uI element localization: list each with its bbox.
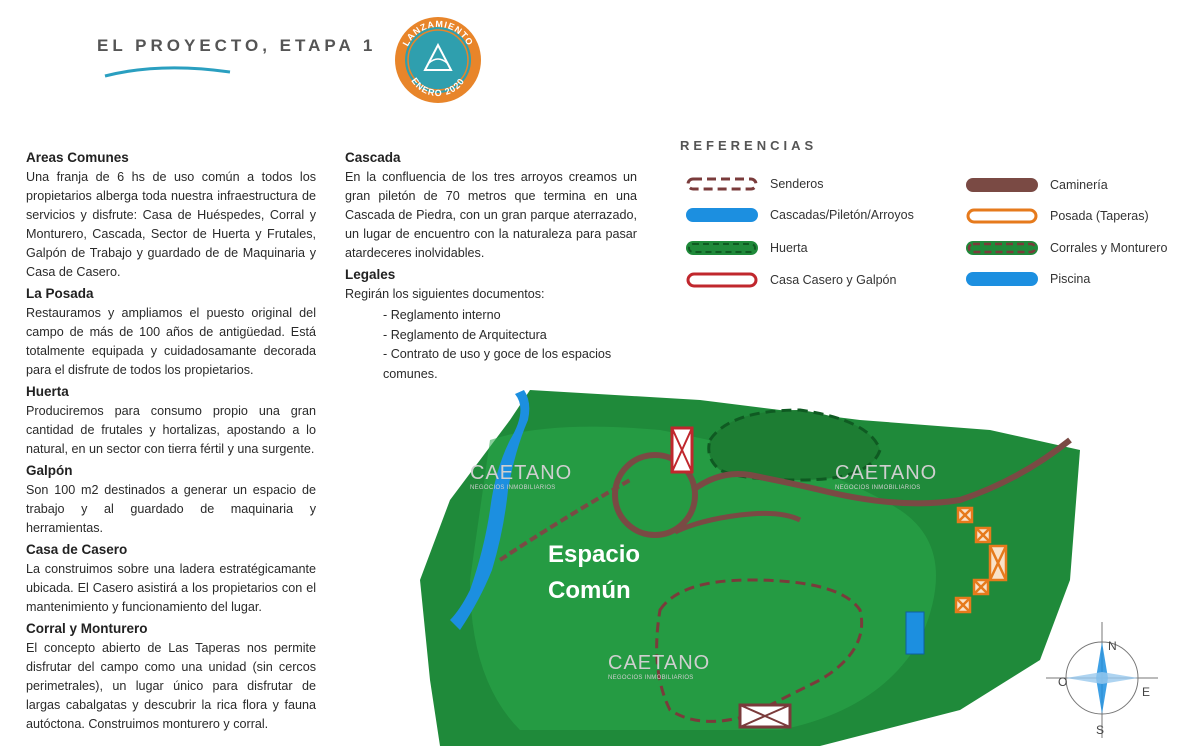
compass-south: S [1096, 723, 1105, 737]
list-item: - Reglamento interno [383, 308, 501, 322]
casa-casero-marker [672, 428, 692, 472]
section-heading: Huerta [26, 384, 69, 399]
section-heading: La Posada [26, 286, 94, 301]
legend-label: Cascadas/Piletón/Arroyos [770, 208, 914, 222]
references-legend [680, 170, 1200, 300]
watermark-brand: CAETANO [608, 652, 711, 674]
site-map [400, 380, 1100, 746]
posada-swatch-icon [966, 208, 1038, 224]
page-title: EL PROYECTO, ETAPA 1 [97, 36, 377, 55]
legend-item-casa-casero [686, 272, 896, 288]
legend-label: Casa Casero y Galpón [770, 273, 897, 287]
compass-east: E [1142, 685, 1151, 699]
corral-swatch-icon [966, 240, 1038, 256]
watermark [835, 462, 937, 491]
section-text: Son 100 m2 destinados a generar un espacio de trabajo y al guardado de maquinaria y herramientas. [26, 483, 316, 535]
section-text: Produciremos para consumo propio una gran cantidad de frutales y hortalizas, apostando a lo natural, en un sector con tierra fértil y una surgente. [26, 404, 316, 456]
watermark-brand: CAETANO [470, 462, 573, 484]
watermark-brand: CAETANO [835, 462, 938, 484]
title-swoosh-decoration [100, 60, 240, 82]
watermark-sub: NEGOCIOS INMOBILIARIOS [608, 675, 694, 681]
middle-text-column [345, 148, 637, 384]
launch-badge [393, 15, 483, 105]
pool-swatch-icon [966, 271, 1038, 287]
legales-heading: Legales [345, 267, 396, 282]
section-heading: Corral y Monturero [26, 621, 148, 636]
road-swatch-icon [966, 178, 1038, 192]
legend-label: Corrales y Monturero [1050, 241, 1168, 255]
map-label-line1: Espacio [548, 541, 641, 568]
legend-item-huerta [686, 240, 808, 256]
cascada-text: En la confluencia de los tres arroyos creamos un gran piletón de 70 metros que termina en una Cascada de Piedra, con un gran parque aterrazado, un lugar de encuentro con la naturaleza para pasar atardeceres inolvidables. [345, 170, 637, 260]
references-title: REFERENCIAS [680, 138, 818, 153]
watermark [608, 652, 710, 681]
legend-label: Posada (Taperas) [1050, 209, 1149, 223]
trail-swatch-icon [686, 176, 758, 192]
compass-west: O [1058, 675, 1068, 689]
legend-item-senderos [686, 176, 824, 192]
legales-list [345, 306, 637, 384]
garden-swatch-icon [686, 240, 758, 256]
section-text: Restauramos y ampliamos el puesto original del campo de más de 100 años de antigüedad. Está totalmente equipada y cuidadosamante decorada para el disfrute de todos los propietarios. [26, 306, 316, 377]
legend-item-posada [966, 208, 1149, 224]
legend-label: Piscina [1050, 272, 1091, 286]
compass-north: N [1108, 639, 1117, 653]
piscina-marker [906, 612, 924, 654]
section-heading: Casa de Casero [26, 542, 128, 557]
list-item: - Reglamento de Arquitectura [383, 327, 547, 342]
galpon-marker [740, 705, 790, 727]
legales-intro: Regirán los siguientes documentos: [345, 287, 545, 301]
section-heading: Areas Comunes [26, 150, 129, 165]
watermark-sub: NEGOCIOS INMOBILIARIOS [835, 485, 921, 491]
legend-label: Senderos [770, 177, 824, 191]
legend-item-corrales [966, 240, 1167, 256]
badge-top-text: LANZAMIENTO [400, 18, 476, 48]
section-heading: Galpón [26, 463, 73, 478]
legend-item-cascadas [686, 208, 914, 222]
list-item: - Contrato de uso y goce de los espacios comunes. [383, 347, 612, 381]
legend-label: Caminería [1050, 178, 1108, 192]
section-text: La construimos sobre una ladera estratégicamante ubicada. El Casero asistirá a los propietarios con el mantenimiento y funcionamiento del lugar. [26, 562, 316, 614]
legend-label: Huerta [770, 241, 808, 255]
water-swatch-icon [686, 208, 758, 222]
section-text: El concepto abierto de Las Taperas nos permite disfrutar del campo como una unidad (sin cercos perimetrales), un lugar único para disfrutar de largas cabalgatas y descubrir la rica flora y fauna autóctona. Construimos monturero y corral. [26, 641, 316, 731]
watermark [470, 462, 572, 491]
watermark-sub: NEGOCIOS INMOBILIARIOS [470, 485, 556, 491]
compass-rose-icon [1030, 620, 1180, 746]
left-text-column [26, 148, 316, 736]
section-text: Una franja de 6 hs de uso común a todos los propietarios alberga toda nuestra infraestructura de servicios y disfrute: Casa de Huéspedes, Corral y Monturero, Cascada, Sector de Huerta y Frutales, Galpón de Trabajo y guardado de de Maquinaria y Casa de Casero. [26, 170, 316, 279]
house-swatch-icon [686, 272, 758, 288]
legend-item-camineria [966, 178, 1108, 192]
cascada-heading: Cascada [345, 150, 401, 165]
badge-bottom-text: ENERO 2020 [409, 75, 467, 99]
legend-item-piscina [966, 271, 1090, 287]
map-label-line2: Común [548, 577, 631, 604]
